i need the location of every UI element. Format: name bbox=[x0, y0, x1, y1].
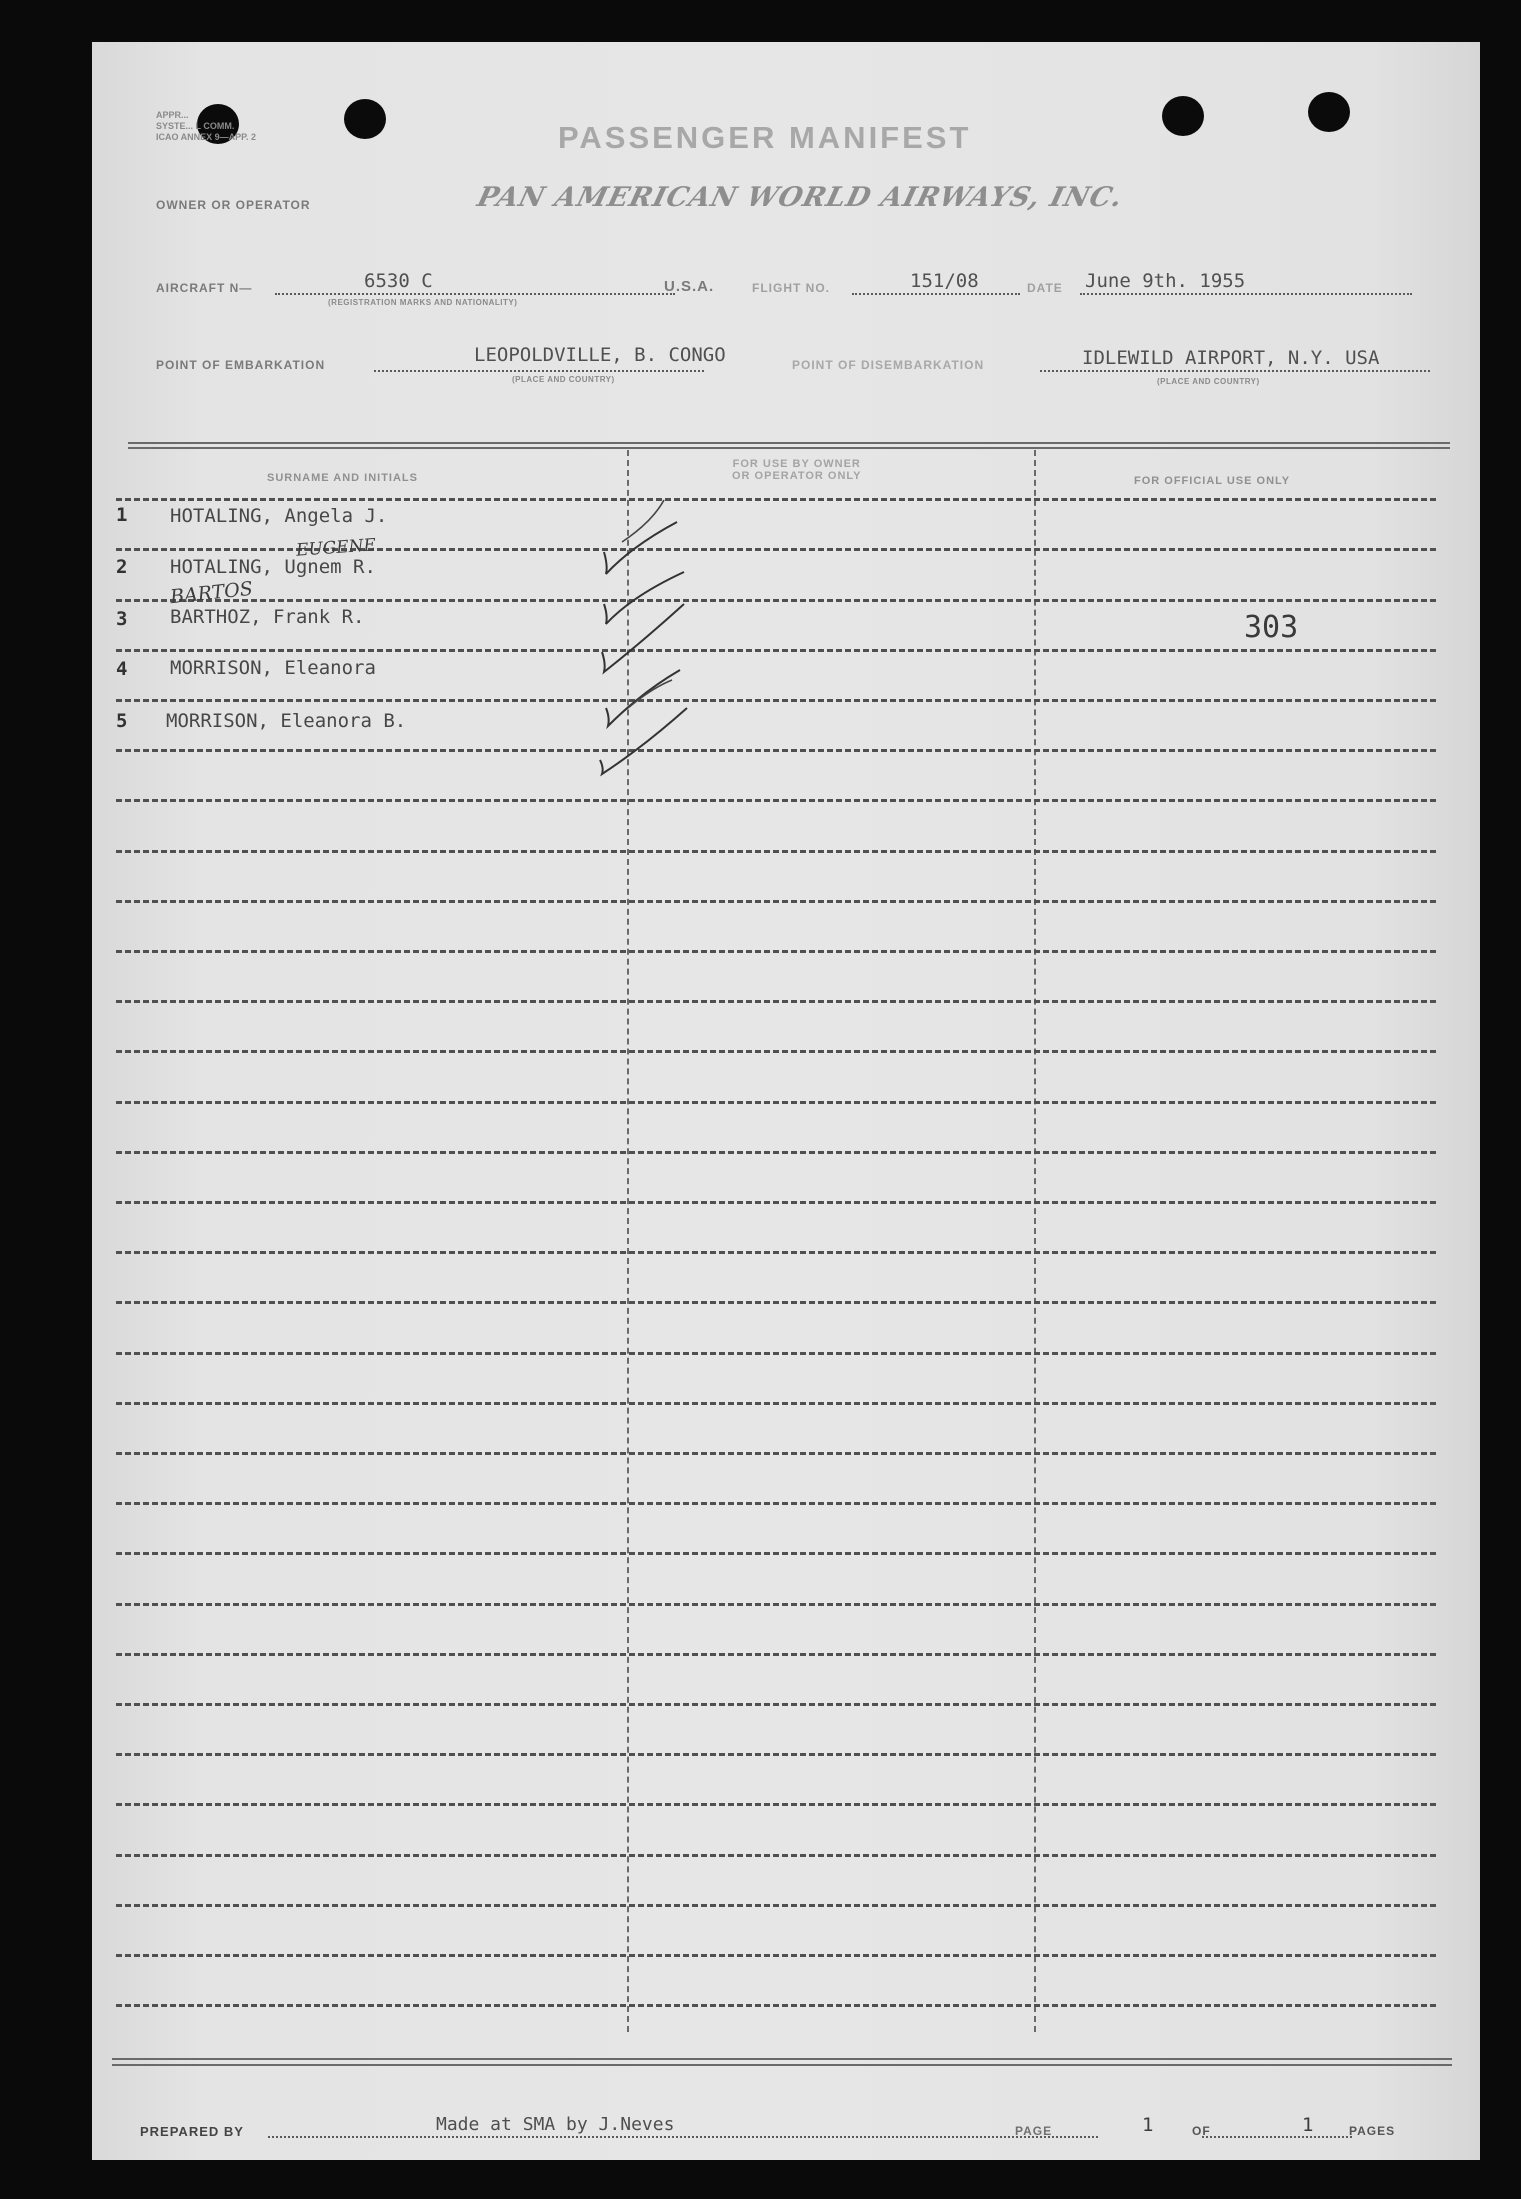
official-use-number: 303 bbox=[1244, 610, 1299, 645]
embarkation-label: POINT OF EMBARKATION bbox=[156, 358, 326, 372]
page-label: PAGE bbox=[1015, 2124, 1053, 2138]
registration-caption: (REGISTRATION MARKS AND NATIONALITY) bbox=[328, 298, 518, 307]
operator-name: PAN AMERICAN WORLD AIRWAYS, INC. bbox=[474, 182, 1127, 213]
check-mark-icon-1 bbox=[604, 522, 677, 574]
disembarkation-caption: (PLACE AND COUNTRY) bbox=[1157, 377, 1260, 386]
of-label: OF bbox=[1192, 2124, 1211, 2138]
manifest-paper bbox=[92, 42, 1480, 2160]
flight-no-label: FLIGHT NO. bbox=[752, 281, 830, 295]
column-header-operator-line-2: OR OPERATOR ONLY bbox=[732, 470, 862, 482]
aircraft-label: AIRCRAFT N— bbox=[156, 281, 253, 295]
check-mark-icon-5 bbox=[600, 708, 687, 774]
flight-number: 151/08 bbox=[910, 270, 979, 292]
column-header-operator-line-1: FOR USE BY OWNER bbox=[732, 458, 861, 470]
disembarkation-label: POINT OF DISEMBARKATION bbox=[792, 358, 985, 372]
form-title: PASSENGER MANIFEST bbox=[558, 120, 972, 155]
approval-line-2: SYSTE... L COMM. bbox=[156, 121, 235, 131]
check-mark-icon-3 bbox=[602, 604, 684, 672]
check-mark-icon-2 bbox=[604, 572, 684, 624]
nationality: U.S.A. bbox=[664, 278, 715, 295]
prepared-by-label: PREPARED BY bbox=[140, 2124, 244, 2139]
row-number-3: 3 bbox=[116, 608, 128, 630]
row-number-4: 4 bbox=[116, 658, 128, 680]
row-number-1: 1 bbox=[116, 504, 128, 526]
page-number: 1 bbox=[1142, 2114, 1154, 2136]
row-number-2: 2 bbox=[116, 556, 128, 578]
punch-hole-2 bbox=[344, 99, 386, 139]
punch-hole-3 bbox=[1162, 96, 1204, 136]
date-label: DATE bbox=[1027, 281, 1063, 295]
approval-note bbox=[156, 110, 256, 143]
passenger-name-3: BARTHOZ, Frank R. bbox=[170, 606, 365, 628]
check-mark-icon-4 bbox=[606, 670, 680, 726]
punch-hole-4 bbox=[1308, 92, 1350, 132]
check-marks bbox=[592, 492, 722, 782]
operator-label: OWNER OR OPERATOR bbox=[156, 198, 311, 212]
correction-bartos: BARTOS bbox=[169, 577, 254, 609]
row-number-5: 5 bbox=[116, 710, 128, 732]
disembarkation-place: IDLEWILD AIRPORT, N.Y. USA bbox=[1082, 347, 1380, 369]
correction-eugene: EUGENE bbox=[295, 535, 377, 561]
total-pages: 1 bbox=[1302, 2114, 1314, 2136]
column-header-official: FOR OFFICIAL USE ONLY bbox=[1134, 475, 1291, 487]
passenger-name-1: HOTALING, Angela J. bbox=[170, 505, 388, 527]
passenger-name-5: MORRISON, Eleanora B. bbox=[166, 710, 407, 732]
passenger-name-2: HOTALING, Ugnem R. bbox=[170, 556, 376, 578]
check-mark-icon-4b bbox=[628, 680, 672, 708]
pages-label: PAGES bbox=[1349, 2124, 1396, 2138]
aircraft-registration: 6530 C bbox=[364, 270, 433, 292]
column-header-operator bbox=[732, 458, 861, 482]
embarkation-place: LEOPOLDVILLE, B. CONGO bbox=[474, 344, 726, 366]
embarkation-caption: (PLACE AND COUNTRY) bbox=[512, 375, 615, 384]
check-mark-icon-1b bbox=[622, 500, 664, 542]
approval-line-1: APPR... bbox=[156, 110, 189, 120]
flight-date: June 9th. 1955 bbox=[1085, 270, 1246, 292]
prepared-by-value: Made at SMA by J.Neves bbox=[436, 2114, 675, 2135]
passenger-name-4: MORRISON, Eleanora bbox=[170, 657, 376, 679]
column-header-names: SURNAME AND INITIALS bbox=[267, 472, 418, 484]
approval-line-3: ICAO ANNEX 9—APP. 2 bbox=[156, 132, 257, 142]
